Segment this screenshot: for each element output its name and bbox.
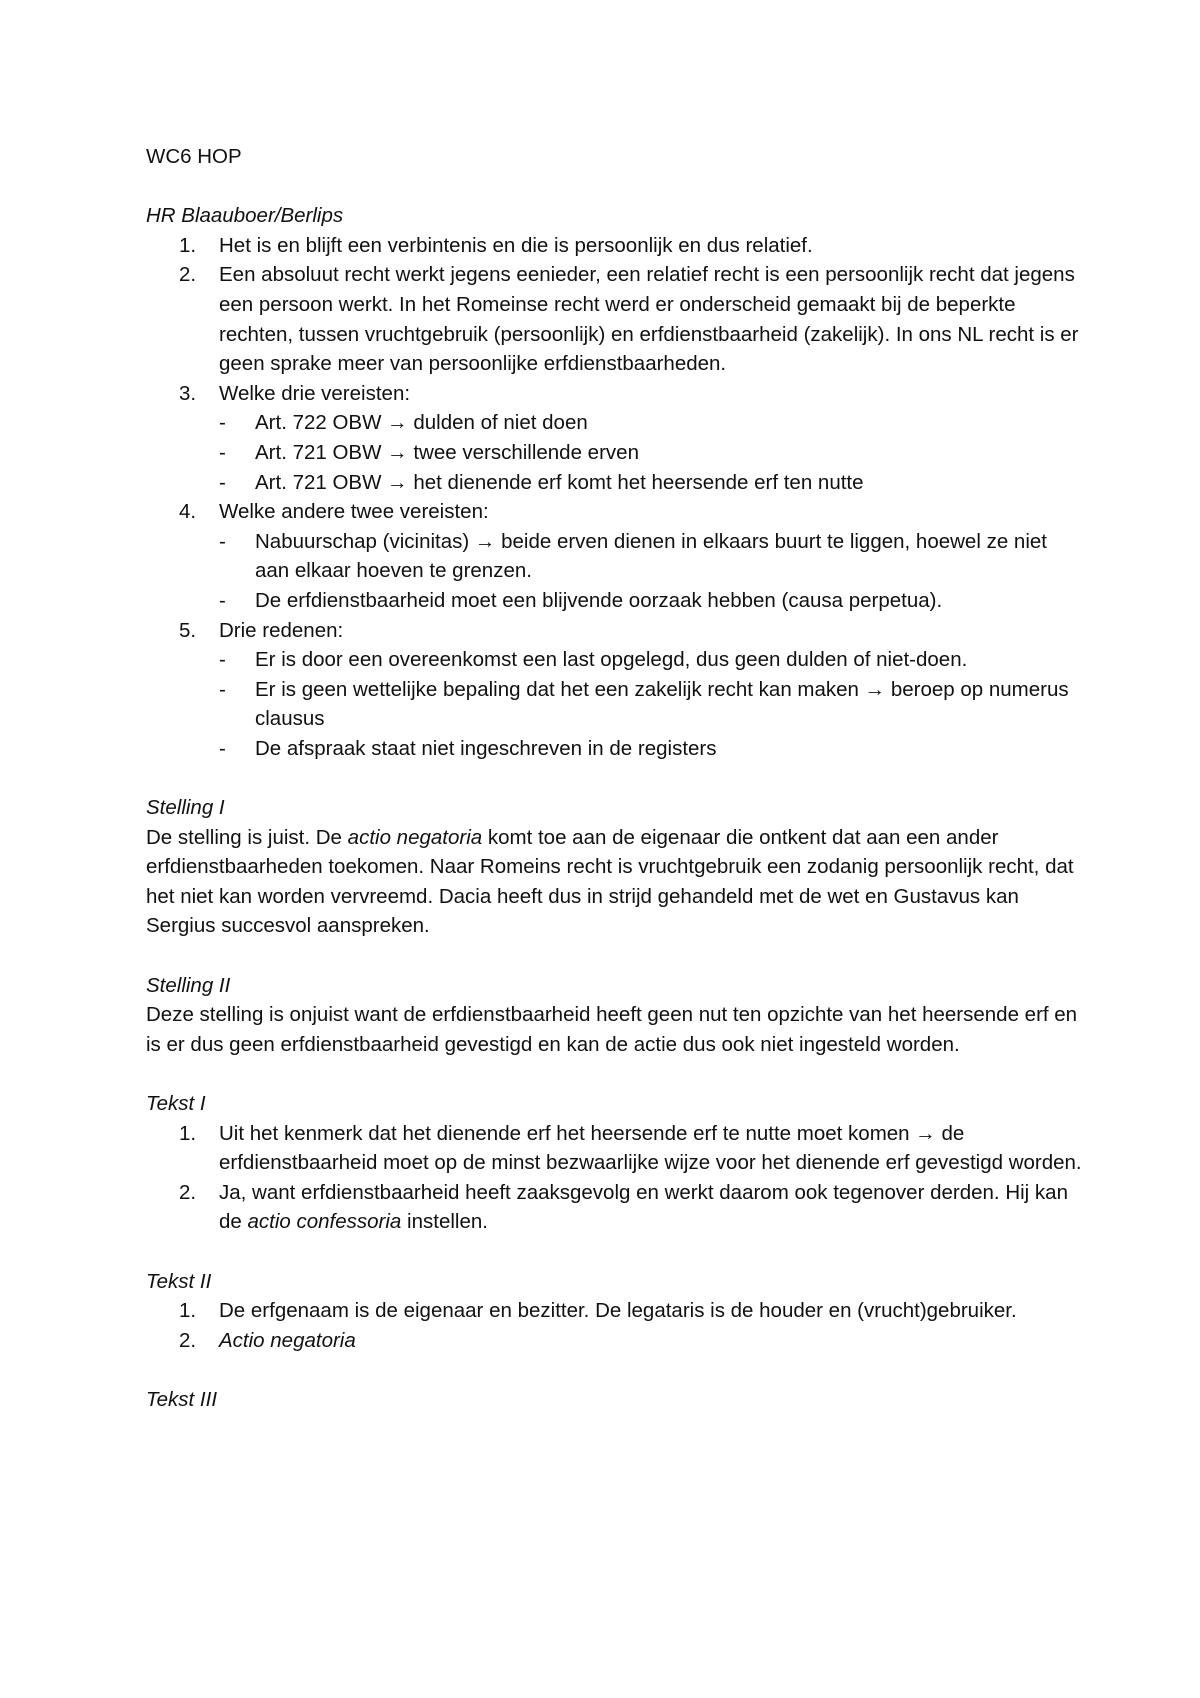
dash-bullet: - — [219, 470, 226, 494]
dash-item-text: Nabuurschap (vicinitas) → beide erven dienen in elkaars buurt te liggen, hoewel ze niet aan elkaar hoeven te grenzen. — [255, 529, 1047, 583]
dash-bullet: - — [219, 648, 226, 672]
dash-item — [146, 645, 1086, 675]
list-item-text: Uit het kenmerk dat het dienende erf het heersende erf te nutte moet komen → de erfdienstbaarheid moet op de minst bezwaarlijke wijze voor het dienende erf gevestigd worden. — [219, 1121, 1082, 1175]
spacer — [146, 1355, 1086, 1385]
legal-term: Actio negatoria — [219, 1328, 356, 1352]
dash-item-text: Er is geen wettelijke bepaling dat het een zakelijk recht kan maken → beroep op numerus clausus — [255, 677, 1069, 731]
hr-numbered-list — [146, 497, 1086, 527]
dash-bullet: - — [219, 440, 226, 464]
list-item — [146, 1296, 1086, 1326]
list-item — [146, 260, 1086, 378]
dash-bullet: - — [219, 529, 226, 553]
dash-item — [146, 586, 1086, 616]
spacer — [146, 1237, 1086, 1267]
list-item — [146, 616, 1086, 646]
list-item — [146, 1326, 1086, 1356]
section-heading-tekst-3: Tekst III — [146, 1387, 218, 1411]
list-item-text: Het is en blijft een verbintenis en die is persoonlijk en dus relatief. — [219, 233, 813, 257]
spacer — [146, 763, 1086, 793]
list-number: 5. — [179, 618, 197, 642]
list-item — [146, 231, 1086, 261]
tekst-1-numbered-list — [146, 1119, 1086, 1237]
legal-term: actio confessoria — [247, 1210, 402, 1234]
spacer — [146, 941, 1086, 971]
list-item-text: Welke drie vereisten: — [219, 381, 411, 405]
list-number: 2. — [179, 1328, 197, 1352]
paragraph-text: De stelling is juist. De — [146, 825, 348, 849]
dash-bullet: - — [219, 411, 226, 435]
list-item — [146, 497, 1086, 527]
other-requirements-dash-list — [146, 527, 1086, 616]
list-number: 4. — [179, 500, 197, 524]
dash-bullet: - — [219, 677, 226, 701]
list-item-text: instellen. — [401, 1210, 488, 1234]
requirements-dash-list — [146, 408, 1086, 497]
list-item — [146, 1119, 1086, 1178]
list-item — [146, 1178, 1086, 1237]
list-number: 2. — [179, 263, 197, 287]
document-page — [146, 142, 1086, 1415]
list-item-text: Ja, want erfdienstbaarheid heeft zaaksgevolg en werkt daarom ook tegenover derden. Hij kan de — [219, 1180, 1068, 1234]
dash-item-text: Art. 721 OBW → het dienende erf komt het heersende erf ten nutte — [255, 470, 864, 494]
section-heading-tekst-1: Tekst I — [146, 1092, 206, 1115]
list-number: 1. — [179, 1121, 197, 1145]
dash-item — [146, 527, 1086, 586]
list-number: 1. — [179, 1299, 197, 1323]
dash-item-text: De erfdienstbaarheid moet een blijvende oorzaak hebben (causa perpetua). — [255, 588, 943, 612]
hr-numbered-list — [146, 616, 1086, 646]
dash-bullet: - — [219, 736, 226, 760]
dash-item — [146, 438, 1086, 468]
paragraph-stelling-2: Deze stelling is onjuist want de erfdienstbaarheid heeft geen nut ten opzichte van het heersende erf en is er dus geen erfdienstbaarheid gevestigd en kan de actie dus ook niet ingesteld worden. — [146, 1003, 1078, 1056]
list-item — [146, 379, 1086, 409]
dash-item — [146, 734, 1086, 764]
section-heading-stelling-1: Stelling I — [146, 796, 225, 820]
dash-item-text: Er is door een overeenkomst een last opgelegd, dus geen dulden of niet-doen. — [255, 648, 968, 672]
list-item-text: Een absoluut recht werkt jegens eenieder, een relatief recht is een persoonlijk recht dat jegens een persoon werkt. In het Romeinse recht werd er onderscheid gemaakt bij de beperkte rechten, tussen vruchtgebruik (persoonlijk) en erfdienstbaarheid (zakelijk). In ons NL recht is er geen sprake meer van persoonlijke erfdienstbaarheden. — [219, 263, 1079, 376]
spacer — [146, 1059, 1086, 1089]
list-item-text: Drie redenen: — [219, 618, 344, 642]
dash-item — [146, 468, 1086, 498]
list-number: 1. — [179, 233, 197, 257]
section-heading-tekst-2: Tekst II — [146, 1269, 212, 1293]
dash-item-text: Art. 721 OBW → twee verschillende erven — [255, 440, 639, 464]
dash-item — [146, 675, 1086, 734]
paragraph-stelling-1 — [146, 823, 1086, 941]
dash-item — [146, 408, 1086, 438]
document-title: WC6 HOP — [146, 145, 242, 168]
list-item-text: De erfgenaam is de eigenaar en bezitter. De legataris is de houder en (vrucht)gebruiker. — [219, 1299, 1017, 1323]
dash-item-text: Art. 722 OBW → dulden of niet doen — [255, 411, 588, 435]
list-number: 2. — [179, 1180, 197, 1204]
list-item-text: Welke andere twee vereisten: — [219, 500, 489, 524]
spacer — [146, 172, 1086, 202]
section-heading-hr: HR Blaauboer/Berlips — [146, 204, 344, 228]
dash-bullet: - — [219, 588, 226, 612]
tekst-2-numbered-list — [146, 1296, 1086, 1355]
reasons-dash-list — [146, 645, 1086, 763]
list-number: 3. — [179, 381, 197, 405]
legal-term: actio negatoria — [347, 825, 483, 849]
hr-numbered-list — [146, 231, 1086, 409]
paragraph-text: komt toe aan de eigenaar die ontkent dat aan een ander erfdienstbaarheden toekomen. Naar Romeins recht is vruchtgebruik een zodanig persoonlijk recht, dat het niet kan worden vervreemd. Dacia heeft dus in strijd gehandeld met de wet en Gustavus kan Sergius succesvol aanspreken. — [146, 825, 1074, 938]
section-heading-stelling-2: Stelling II — [146, 973, 231, 997]
dash-item-text: De afspraak staat niet ingeschreven in de registers — [255, 736, 717, 760]
